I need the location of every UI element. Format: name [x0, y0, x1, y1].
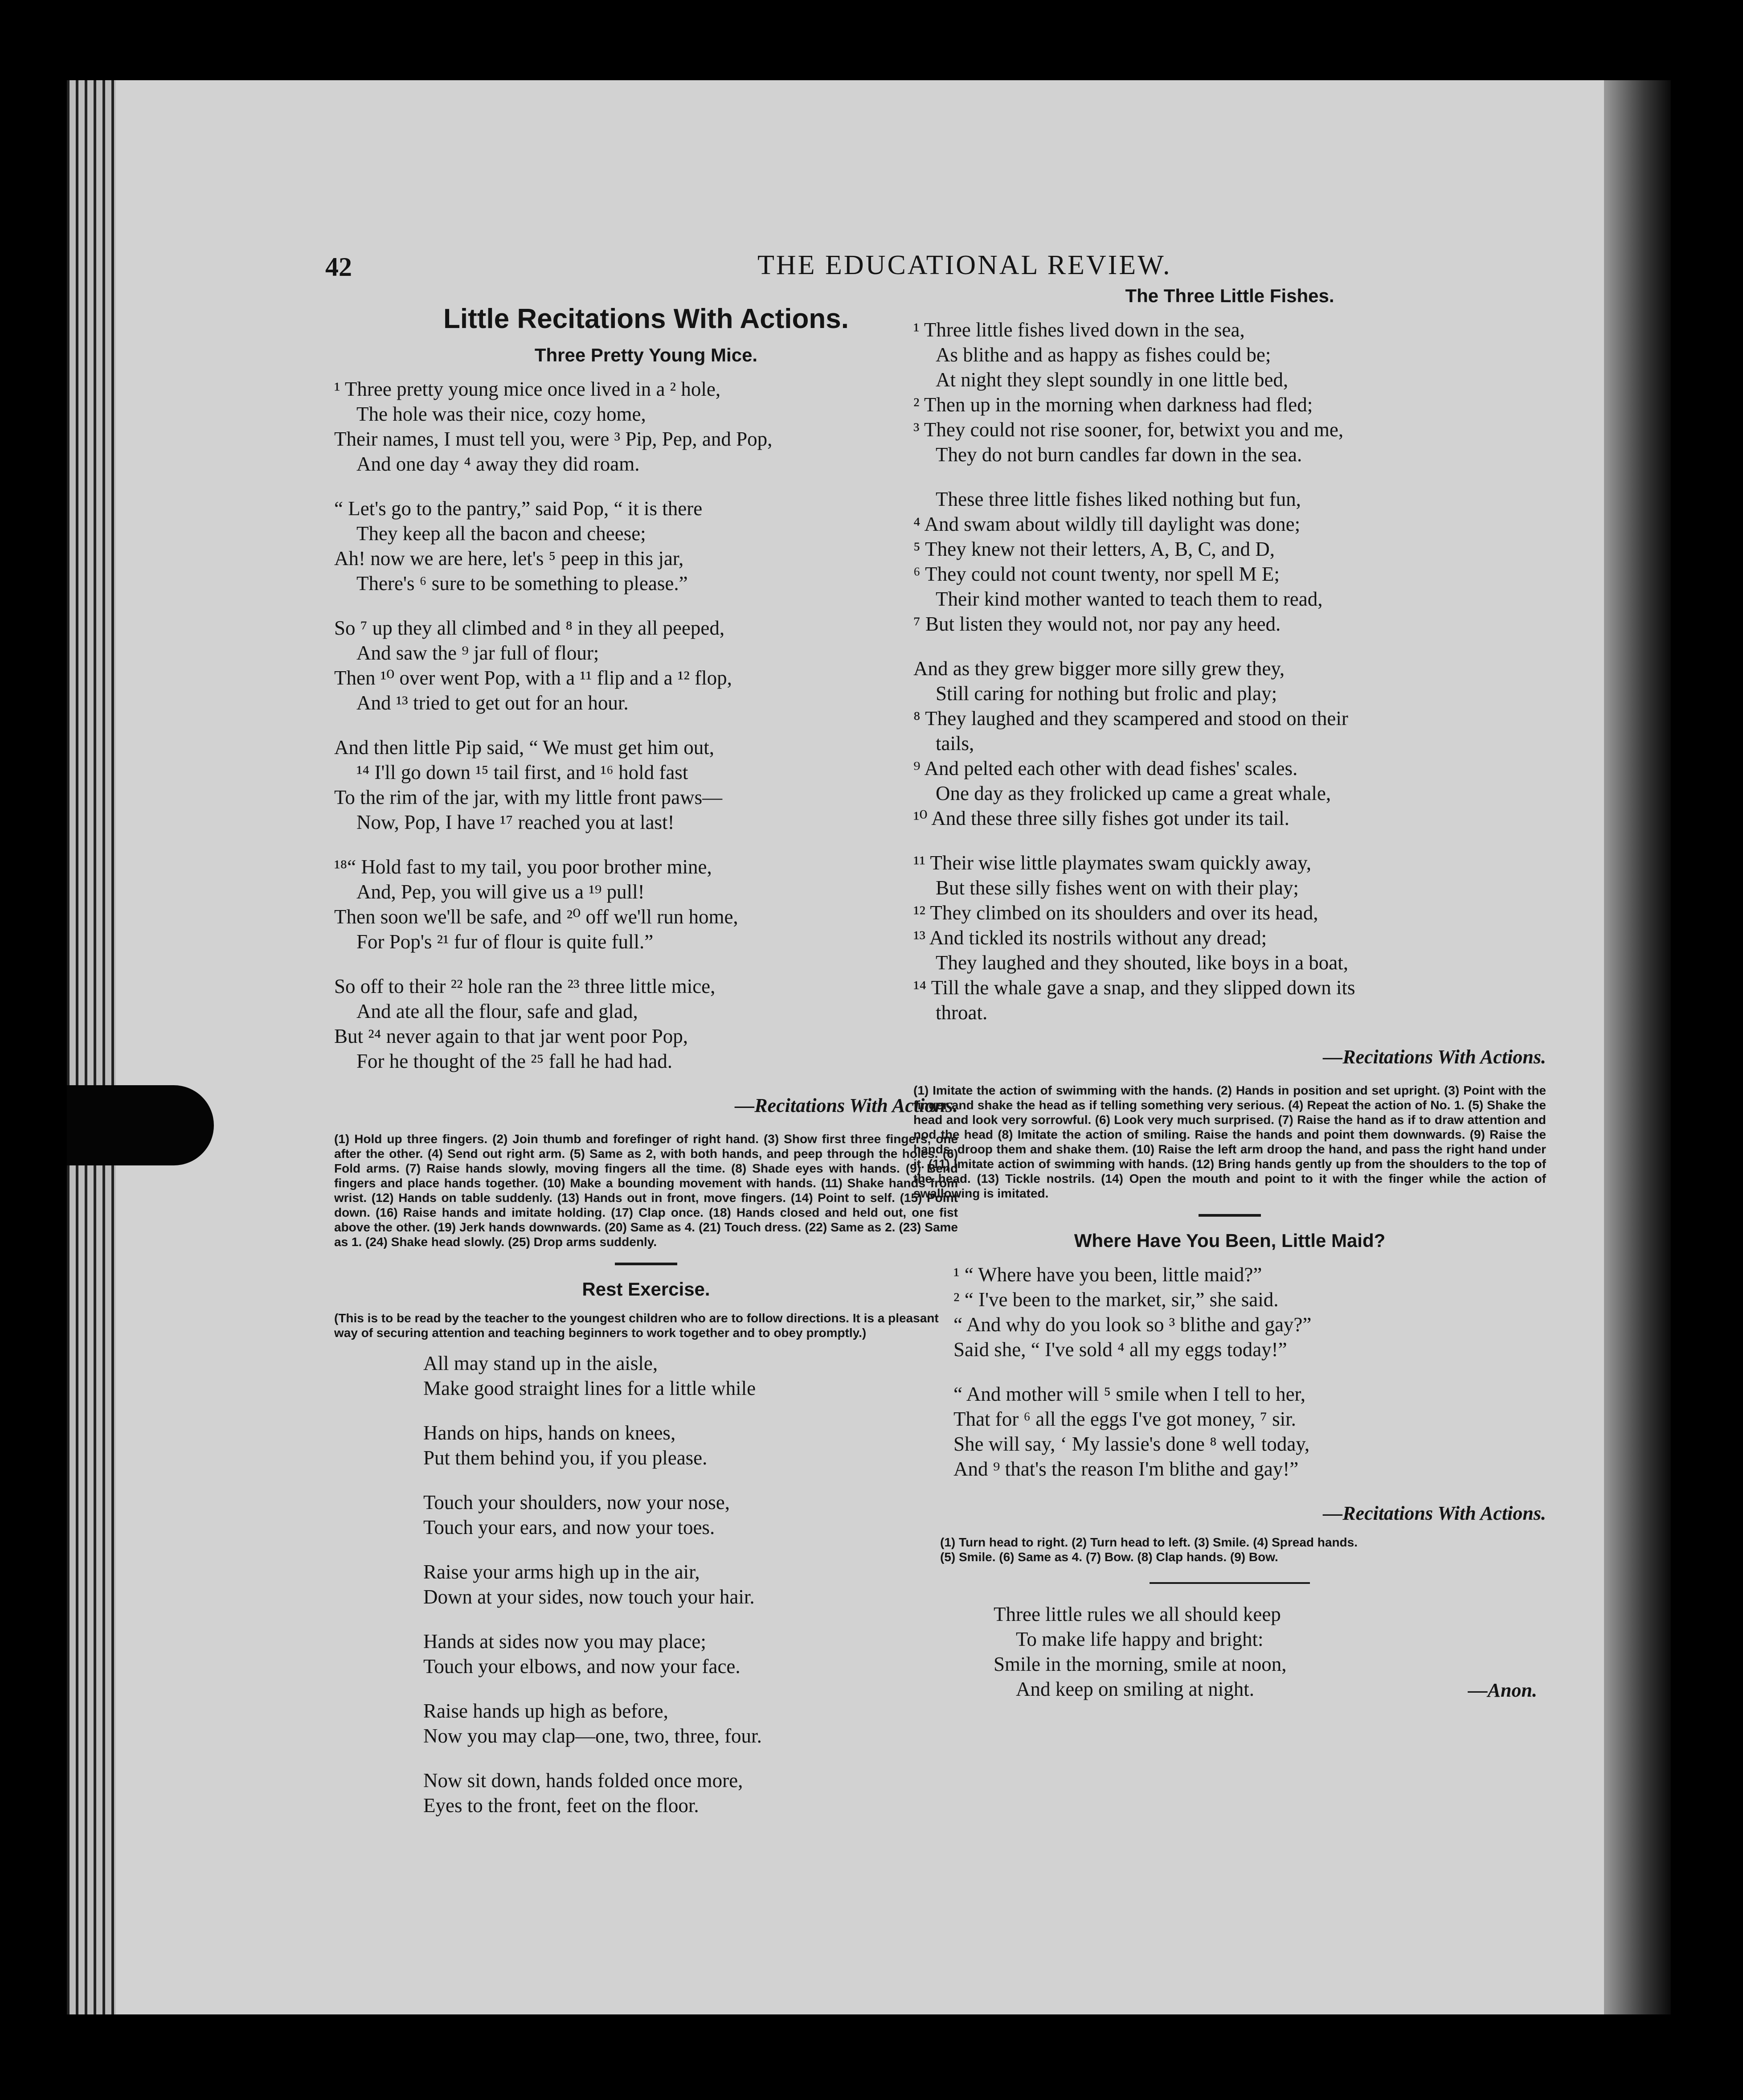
poem-line: And ¹³ tried to get out for an hour.	[356, 692, 629, 714]
poem-line: “ Let's go to the pantry,” said Pop, “ it is there	[334, 497, 703, 520]
poem-line: ¹ Three pretty young mice once lived in a ² hole,	[334, 378, 721, 400]
poem-line: Ah! now we are here, let's ⁵ peep in this jar,	[334, 547, 684, 570]
poem-line: ² Then up in the morning when darkness had fled;	[913, 394, 1313, 416]
left-column	[334, 303, 958, 1838]
poem-line: ⁴ And swam about wildly till daylight was done;	[913, 513, 1301, 535]
rest-poem	[334, 1351, 958, 1818]
stanza	[953, 1262, 1546, 1362]
poem-line: And keep on smiling at night.	[1016, 1678, 1254, 1700]
section-divider	[1150, 1582, 1310, 1584]
rules-poem	[913, 1602, 1546, 1702]
stanza	[913, 850, 1546, 1025]
poem-line: Raise hands up high as before,	[423, 1700, 668, 1722]
poem-line: So ⁷ up they all climbed and ⁸ in they all peeped,	[334, 617, 725, 639]
stanza	[423, 1768, 958, 1818]
fishes-poem	[913, 317, 1546, 1025]
thumb-shadow	[67, 1085, 214, 1165]
poem-line: “ And mother will ⁵ smile when I tell to her,	[953, 1383, 1305, 1405]
stanza	[913, 317, 1546, 467]
poem-line: They laughed and they shouted, like boys in a boat,	[936, 952, 1349, 974]
mice-attribution: —Recitations With Actions.	[735, 1095, 958, 1116]
poem-line: That for ⁶ all the eggs I've got money, ⁷ sir.	[953, 1408, 1296, 1430]
poem-line: They keep all the bacon and cheese;	[356, 522, 646, 545]
poem-line: These three little fishes liked nothing but fun,	[936, 488, 1301, 510]
stanza	[423, 1351, 958, 1401]
mice-poem	[334, 377, 958, 1074]
poem-line: They do not burn candles far down in the sea.	[936, 443, 1302, 466]
poem-line: All may stand up in the aisle,	[423, 1352, 658, 1374]
poem-line: And then little Pip said, “ We must get him out,	[334, 736, 714, 759]
stanza	[334, 974, 958, 1074]
poem-line: Now sit down, hands folded once more,	[423, 1769, 743, 1792]
poem-line: ¹⁴ I'll go down ¹⁵ tail first, and ¹⁶ hold fast	[356, 761, 688, 783]
poem-line: Touch your shoulders, now your nose,	[423, 1491, 730, 1513]
poem-line: Put them behind you, if you please.	[423, 1447, 708, 1469]
poem-line: ¹⁴ Till the whale gave a snap, and they slipped down its	[913, 976, 1355, 999]
page-number: 42	[325, 252, 352, 282]
poem-line: ⁹ And pelted each other with dead fishes' scales.	[913, 757, 1298, 779]
poem-line: As blithe and as happy as fishes could be;	[936, 344, 1271, 366]
poem-line: tails,	[936, 732, 974, 755]
stanza	[334, 735, 958, 835]
book-page	[67, 80, 1671, 2014]
poem-line: For Pop's ²¹ fur of flour is quite full.”	[356, 931, 654, 953]
poem-line: ¹ “ Where have you been, little maid?”	[953, 1263, 1262, 1286]
poem-line: Raise your arms high up in the air,	[423, 1561, 700, 1583]
poem-line: To the rim of the jar, with my little front paws—	[334, 786, 723, 808]
stanza	[423, 1490, 958, 1540]
poem-line: throat.	[936, 1001, 988, 1024]
poem-line: Still caring for nothing but frolic and play;	[936, 682, 1277, 705]
rules-attribution: —Anon.	[1468, 1679, 1537, 1701]
poem-line: Down at your sides, now touch your hair.	[423, 1586, 755, 1608]
poem-line: Make good straight lines for a little while	[423, 1377, 756, 1399]
poem-line: ¹³ And tickled its nostrils without any dread;	[913, 927, 1267, 949]
poem-line: ¹ Three little fishes lived down in the sea,	[913, 319, 1245, 341]
rules-block	[913, 1602, 1546, 1702]
page-edges	[67, 80, 116, 2014]
poem-line: ² “ I've been to the market, sir,” she said.	[953, 1288, 1279, 1311]
poem-line: The hole was their nice, cozy home,	[356, 403, 646, 425]
stanza	[334, 615, 958, 715]
stanza	[334, 496, 958, 596]
rest-intro: (This is to be read by the teacher to the youngest children who are to follow directions. It is a pleasant way of securing attention and teaching beginners to work together and to obey promptly.)	[334, 1311, 939, 1340]
mice-title: Three Pretty Young Mice.	[534, 345, 758, 365]
poem-line: ⁷ But listen they would not, nor pay any heed.	[913, 613, 1281, 635]
right-column	[913, 285, 1546, 1702]
poem-line: She will say, ‘ My lassie's done ⁸ well today,	[953, 1433, 1310, 1455]
poem-line: Eyes to the front, feet on the floor.	[423, 1794, 699, 1817]
stanza	[423, 1559, 958, 1609]
poem-line: One day as they frolicked up came a great whale,	[936, 782, 1331, 804]
fishes-notes: (1) Imitate the action of swimming with the hands. (2) Hands in position and set upright. (3) Point with the finger and shake the head as if telling something very serious. (4) Repeat the action of No. 1. (5) Shake the head and look very sorrowful. (6) Look very much surprised. (7) Raise the hand as if to draw attention and nod the head (8) Imitate the action of smiling. Raise the hands and point them downwards. (9) Raise the hands, droop them and shake them. (10) Raise the left arm droop the hand, and pass the right hand under it. (11) Imitate action of swimming with hands. (12) Bring hands gently up from the shoulders to the top of the head. (13) Tickle nostrils. (14) Open the mouth and point to it with the finger while the action of swallowing is imitated.	[913, 1083, 1546, 1200]
poem-line: ¹¹ Their wise little playmates swam quickly away,	[913, 852, 1312, 874]
stanza	[423, 1698, 958, 1748]
poem-line: At night they slept soundly in one little bed,	[936, 369, 1289, 391]
poem-line: But ²⁴ never again to that jar went poor Pop,	[334, 1025, 688, 1047]
maid-title: Where Have You Been, Little Maid?	[1074, 1230, 1386, 1251]
poem-line: For he thought of the ²⁵ fall he had had.	[356, 1050, 673, 1072]
maid-notes	[913, 1535, 1546, 1564]
poem-line: And one day ⁴ away they did roam.	[356, 453, 640, 475]
poem-line: And ate all the flour, safe and glad,	[356, 1000, 638, 1022]
poem-line: ¹² They climbed on its shoulders and over its head,	[913, 902, 1318, 924]
poem-line: Touch your ears, and now your toes.	[423, 1516, 715, 1538]
stanza	[334, 854, 958, 954]
fishes-title: The Three Little Fishes.	[1125, 285, 1334, 306]
stanza	[913, 656, 1546, 831]
poem-line: Now you may clap—one, two, three, four.	[423, 1725, 762, 1747]
maid-notes-line-2: (5) Smile. (6) Same as 4. (7) Bow. (8) Clap hands. (9) Bow.	[940, 1550, 1278, 1564]
stanza	[334, 377, 958, 476]
article-title: Little Recitations With Actions.	[443, 304, 849, 334]
poem-line: Hands at sides now you may place;	[423, 1630, 706, 1653]
section-divider	[1199, 1214, 1261, 1217]
poem-line: And saw the ⁹ jar full of flour;	[356, 642, 599, 664]
poem-line: ³ They could not rise sooner, for, betwixt you and me,	[913, 418, 1344, 441]
poem-line: To make life happy and bright:	[1016, 1628, 1264, 1650]
poem-line: Hands on hips, hands on knees,	[423, 1422, 676, 1444]
maid-poem	[913, 1262, 1546, 1481]
poem-line: Now, Pop, I have ¹⁷ reached you at last!	[356, 811, 675, 833]
poem-line: Then ¹⁰ over went Pop, with a ¹¹ flip and a ¹² flop,	[334, 667, 732, 689]
poem-line: ⁸ They laughed and they scampered and stood on their	[913, 707, 1348, 730]
poem-line: ⁵ They knew not their letters, A, B, C, and D,	[913, 538, 1275, 560]
mice-notes: (1) Hold up three fingers. (2) Join thumb and forefinger of right hand. (3) Show first three fingers, one after the other. (4) Send out right arm. (5) Same as 2, with both hands, and peep through the holes. (6) Fold arms. (7) Raise hands slowly, moving fingers all the time. (8) Shade eyes with hands. (9) Bend fingers and place hands together. (10) Make a bounding movement with hands. (11) Shake hands from wrist. (12) Hands on table suddenly. (13) Hands out in front, move fingers. (14) Point to self. (15) Point down. (16) Raise hands and imitate holding. (17) Clap once. (18) Hands closed and held out, one fist above the other. (19) Jerk hands downwards. (20) Same as 4. (21) Touch dress. (22) Same as 2. (23) Same as 1. (24) Shake head slowly. (25) Drop arms suddenly.	[334, 1132, 958, 1249]
rest-title: Rest Exercise.	[582, 1279, 710, 1300]
fishes-attribution: —Recitations With Actions.	[1323, 1046, 1546, 1068]
poem-line: Said she, “ I've sold ⁴ all my eggs today!”	[953, 1338, 1287, 1361]
section-divider	[615, 1263, 677, 1265]
poem-line: There's ⁶ sure to be something to please.”	[356, 572, 688, 595]
poem-line: So off to their ²² hole ran the ²³ three little mice,	[334, 975, 716, 997]
poem-line: Touch your elbows, and now your face.	[423, 1655, 741, 1678]
maid-notes-line-1: (1) Turn head to right. (2) Turn head to left. (3) Smile. (4) Spread hands.	[940, 1535, 1358, 1549]
stanza	[423, 1420, 958, 1470]
poem-line: Then soon we'll be safe, and ²⁰ off we'll run home,	[334, 906, 738, 928]
stanza	[423, 1629, 958, 1679]
stanza	[913, 487, 1546, 636]
poem-line: ¹⁰ And these three silly fishes got under its tail.	[913, 807, 1289, 829]
poem-line: ⁶ They could not count twenty, nor spell M E;	[913, 563, 1280, 585]
stanza	[953, 1382, 1546, 1481]
poem-line: But these silly fishes went on with their play;	[936, 877, 1299, 899]
book-spine	[1604, 80, 1671, 2014]
poem-line: Three little rules we all should keep	[994, 1603, 1281, 1625]
maid-attribution: —Recitations With Actions.	[1323, 1502, 1546, 1524]
poem-line: Smile in the morning, smile at noon,	[994, 1653, 1287, 1675]
poem-line: ¹⁸“ Hold fast to my tail, you poor brother mine,	[334, 856, 712, 878]
poem-line: And ⁹ that's the reason I'm blithe and gay!”	[953, 1458, 1299, 1480]
poem-line: And as they grew bigger more silly grew they,	[913, 657, 1285, 680]
journal-title: THE EDUCATIONAL REVIEW.	[757, 250, 1172, 280]
poem-line: And, Pep, you will give us a ¹⁹ pull!	[356, 881, 645, 903]
poem-line: Their names, I must tell you, were ³ Pip, Pep, and Pop,	[334, 428, 773, 450]
poem-line: “ And why do you look so ³ blithe and gay?”	[953, 1313, 1312, 1336]
poem-line: Their kind mother wanted to teach them to read,	[936, 588, 1323, 610]
